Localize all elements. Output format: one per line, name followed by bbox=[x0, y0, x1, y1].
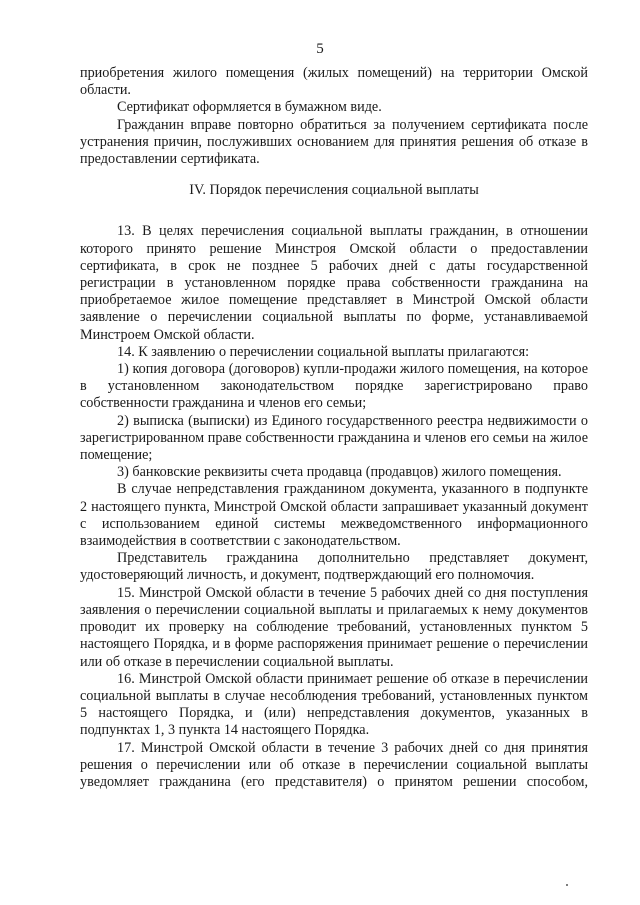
paragraph: 17. Минстрой Омской области в течение 3 рабочих дней со дня принятия решения о перечислении или об отказе в перечислении социальной выплаты уведомляет гражданина (его представителя) о принятом решении способом, bbox=[80, 739, 588, 790]
scan-speck bbox=[566, 884, 568, 886]
section-heading: IV. Порядок перечисления социальной выплаты bbox=[189, 182, 479, 199]
paragraph: Сертификат оформляется в бумажном виде. bbox=[117, 99, 382, 116]
paragraph: приобретения жилого помещения (жилых помещений) на территории Омской области. bbox=[80, 65, 588, 99]
paragraph: Гражданин вправе повторно обратиться за получением сертификата после устранения причин, послуживших основанием для принятия решения об отказе в предоставлении сертификата. bbox=[80, 116, 588, 168]
page-number: 5 bbox=[316, 41, 324, 57]
paragraph: 3) банковские реквизиты счета продавца (продавцов) жилого помещения. bbox=[117, 464, 562, 481]
document-body bbox=[80, 65, 588, 790]
paragraph: 13. В целях перечисления социальной выплаты гражданин, в отношении которого принято решение Минстроя Омской области о предоставлении сертификата, в срок не позднее 5 рабочих дней с даты государственной регистрации в установленном порядке права собственности гражданина на приобретаемое жилое помещение представляет в Минстрой Омской области заявление о перечислении социальной выплаты по форме, устанавливаемой Минстроем Омской области. bbox=[80, 223, 588, 343]
paragraph: Представитель гражданина дополнительно представляет документ, удостоверяющий личность, и документ, подтверждающий его полномочия. bbox=[80, 550, 588, 584]
paragraph: 14. К заявлению о перечислении социальной выплаты прилагаются: bbox=[117, 343, 530, 360]
paragraph: 15. Минстрой Омской области в течение 5 рабочих дней со дня поступления заявления о перечислении социальной выплаты и прилагаемых к нему документов проводит их проверку на соблюдение требований, установленных пунктом 5 настоящего Порядка, и в форме распоряжения принимает решение о перечислении или об отказе в перечислении социальной выплаты. bbox=[80, 584, 588, 670]
paragraph: 2) выписка (выписки) из Единого государственного реестра недвижимости о зарегистрированном праве собственности гражданина и членов его семьи на жилое помещение; bbox=[80, 412, 588, 464]
paragraph: В случае непредставления гражданином документа, указанного в подпункте 2 настоящего пункта, Минстрой Омской области запрашивает указанный документ с использованием единой системы межведомственного информационного взаимодействия в соответствии с законодательством. bbox=[80, 481, 588, 550]
paragraph: 1) копия договора (договоров) купли-продажи жилого помещения, на которое в установленном законодательством порядке зарегистрировано право собственности гражданина и членов его семьи; bbox=[80, 361, 588, 412]
paragraph: 16. Минстрой Омской области принимает решение об отказе в перечислении социальной выплаты в случае несоблюдения требований, установленных пунктом 5 настоящего Порядка, и (или) непредставления документов, указанных в подпунктах 1, 3 пункта 14 настоящего Порядка. bbox=[80, 670, 588, 739]
